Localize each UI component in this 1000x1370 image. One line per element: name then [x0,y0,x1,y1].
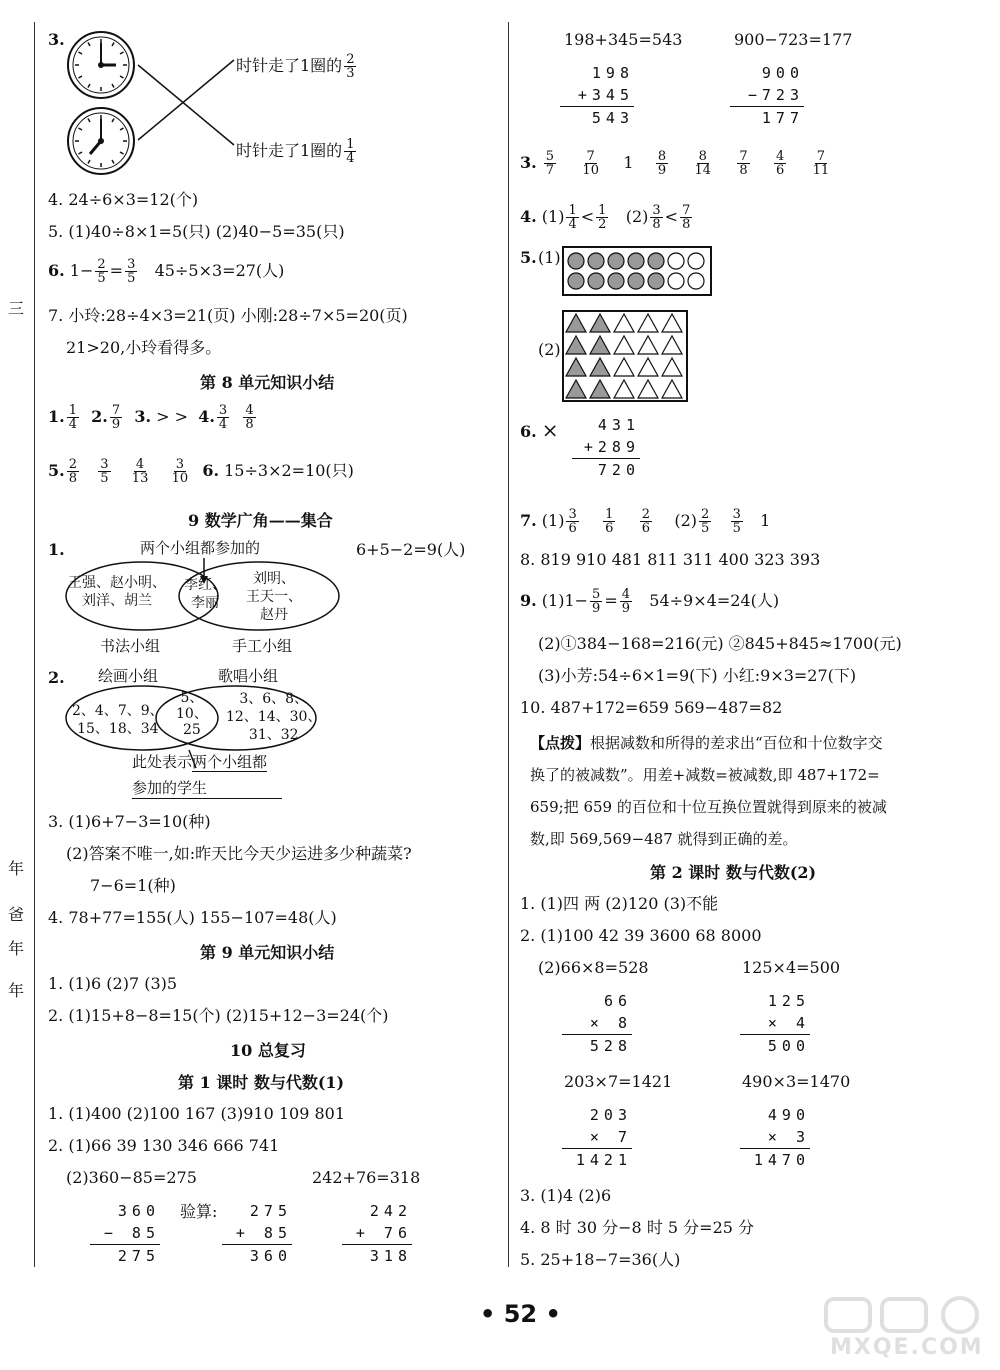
vertical-calc: 125 × 4 500 [740,990,810,1057]
venn1-left-label: 书法小组 [100,637,161,655]
vertical-calc: 198 +345 543 [560,62,634,129]
side-mark-3: 年 [8,939,25,958]
r-q5-part1: (1) [538,248,561,267]
side-mark-2: 爸 [8,905,25,924]
page-number: • 52 • [480,1300,561,1328]
r2-line-1: 1. (1)四 两 (2)120 (3)不能 [520,894,719,913]
triangles-grid [562,310,688,402]
q9-3-line-a: 3. (1)6+7−3=10(种) [48,812,211,831]
q9-4-line: 4. 78+77=155(人) 155−107=48(人) [48,908,337,927]
q6-line: 6. 1− $\frac{2}{5}$ = $\frac{3}{5}$ 45÷5×3=27(人) [48,257,285,286]
r2-line-2e: 490×3=1470 [742,1072,851,1091]
circles-grid [562,246,712,296]
summary8-line-b: 5. $\frac{2}{8}$ $\frac{3}{5}$ $\frac{4}{13}$ $\frac{3}{10}$ 6. 15÷3×2=10(只) [48,457,354,486]
side-mark-1: 年 [8,859,25,878]
vertical-calc: 203 × 7 1421 [562,1104,632,1171]
tip-line-4: 数,即 569,569−487 就得到正确的差。 [530,830,798,848]
r-q9-line-a: 9. (1)1− $\frac{5}{9}$ = $\frac{4}{9}$ 54÷9×4=24(人) [520,587,780,616]
q7-line-b: 21>20,小玲看得多。 [66,338,222,357]
margin-line [34,22,35,1267]
r2-line-2b: (2)66×8=528 [538,958,649,977]
lesson-heading: 第 1 课时 数与代数(1) [178,1073,345,1092]
matching-lines [136,55,236,155]
check-label: 验算: [180,1202,218,1221]
r2-line-2a: 2. (1)100 42 39 3600 68 8000 [520,926,762,945]
r-eq-2: 900−723=177 [734,30,853,49]
r2-line-3: 3. (1)4 (2)6 [520,1186,612,1205]
r-q8-line: 8. 819 910 481 811 311 400 323 393 [520,550,821,569]
r-q9-line-c: (3)小芳:54÷6×1=9(下) 小红:9×3=27(下) [538,666,857,685]
venn2-right-label: 歌唱小组 [218,667,279,685]
column-divider [508,22,509,1267]
r-q7-line: 7. (1) $\frac{3}{6}$ $\frac{1}{6}$ $\frac{2}{6}$ (2) $\frac{2}{5}$ $\frac{3}{5}$ 1 [520,507,771,536]
tip-line-2: 换了的被减数”。用差+减数=被减数,即 487+172= [530,766,880,784]
q7-line-a: 7. 小玲:28÷4×3=21(页) 小刚:28÷7×5=20(页) [48,306,408,325]
r2-line-2d: 203×7=1421 [564,1072,673,1091]
q9-2-number: 2. [48,668,65,687]
venn2-left-label: 绘画小组 [98,667,159,685]
r2-line-2c: 125×4=500 [742,958,841,977]
review-line-1: 1. (1)400 (2)100 167 (3)910 109 801 [48,1104,346,1123]
venn1-left-set: 王强、赵小明、 刘洋、胡兰 [68,575,166,609]
venn2-right-set: 3、6、8、 12、14、30、 31、32 [226,691,322,743]
section-heading: 9 数学广角——集合 [188,511,333,530]
r2-line-5: 5. 25+18−7=36(人) [520,1250,681,1269]
venn1-equation: 6+5−2=9(人) [356,540,466,559]
venn2-note-underline [132,798,282,799]
review-line-2c: 242+76=318 [312,1168,421,1187]
watermark: MXQE.COM [820,1295,990,1363]
vertical-calc: 900 −723 177 [730,62,804,129]
section-heading: 第 9 单元知识小结 [200,943,335,962]
venn2-note: 此处表示两个小组都 [132,753,268,771]
q3-number: 3. [48,30,65,49]
venn2-note-cont: 参加的学生 [132,779,208,797]
r-eq-1: 198+345=543 [564,30,683,49]
vertical-calc: 242 + 76 318 [342,1200,412,1267]
r2-line-4: 4. 8 时 30 分−8 时 5 分=25 分 [520,1218,755,1237]
venn2-left-set: 2、4、7、9、 15、18、34 [72,703,164,737]
q9-3-line-c: 7−6=1(种) [90,876,176,895]
summary8-line-a: 1. $\frac{1}{4}$ 2. $\frac{7}{9}$ 3. > > 4. $\frac{3}{4}$ $\frac{4}{8}$ [48,403,254,432]
clock-icon [66,30,136,100]
venn1-right-label: 手工小组 [232,637,293,655]
watermark-logo-icon [820,1295,990,1335]
clock-icon [66,106,136,176]
venn1-top-label: 两个小组都参加的 [140,539,261,557]
r-q10-line: 10. 487+172=659 569−487=82 [520,698,783,717]
tip-line-3: 659;把 659 的百位和十位互换位置就得到原来的被减 [530,798,887,816]
q4-line: 4. 24÷6×3=12(个) [48,190,199,209]
r-q9-line-b: (2)①384−168=216(元) ②845+845≈1700(元) [538,634,902,653]
venn1-intersection: 李红、 李丽 [184,577,226,611]
section-heading: 第 8 单元知识小结 [200,373,335,392]
r-q5-part2: (2) [538,340,561,359]
side-mark-4: 年 [8,981,25,1000]
vertical-calc: 275 + 85 360 [222,1200,292,1267]
r-q6-line: 6. × [520,418,559,442]
lesson-heading: 第 2 课时 数与代数(2) [650,863,817,882]
venn1-right-set: 刘明、 王天一、 赵丹 [246,571,302,623]
side-mark-top: 三 [8,299,25,318]
tip-line-1: 【点拨】根据减数和所得的差求出“百位和十位数字交 [530,734,883,752]
vertical-calc: 360 − 85 275 [90,1200,160,1267]
q9-1-number: 1. [48,540,65,559]
r-q4-line: 4. (1) $\frac{1}{4}$ < $\frac{1}{2}$ (2) $\frac{3}{8}$ < $\frac{7}{8}$ [520,203,691,232]
q9-3-line-b: (2)答案不唯一,如:昨天比今天少运进多少种蔬菜? [66,844,412,863]
vertical-calc: 431 +289 720 [572,414,640,481]
match-label-b: 时针走了1圈的 $\frac{1}{4}$ [236,137,355,166]
vertical-calc: 66 × 8 528 [562,990,632,1057]
review-line-2b: (2)360−85=275 [66,1168,197,1187]
q5-line: 5. (1)40÷8×1=5(只) (2)40−5=35(只) [48,222,345,241]
venn2-intersection: 5、 10、 25 [176,690,208,738]
section-heading: 10 总复习 [230,1041,306,1060]
vertical-calc: 490 × 3 1470 [740,1104,810,1171]
match-label-a: 时针走了1圈的 $\frac{2}{3}$ [236,52,355,81]
summary9-line-2: 2. (1)15+8−8=15(个) (2)15+12−3=24(个) [48,1006,389,1025]
summary9-line-1: 1. (1)6 (2)7 (3)5 [48,974,178,993]
review-line-2a: 2. (1)66 39 130 346 666 741 [48,1136,280,1155]
r-q3-line: 3. $\frac{5}{7}$ $\frac{7}{10}$ 1 $\frac{8}{9}$ $\frac{8}{14}$ $\frac{7}{8}$ $\frac{4}{6}$ $\frac{7}{11}$ [520,149,830,178]
r-q5-number: 5. [520,248,537,267]
